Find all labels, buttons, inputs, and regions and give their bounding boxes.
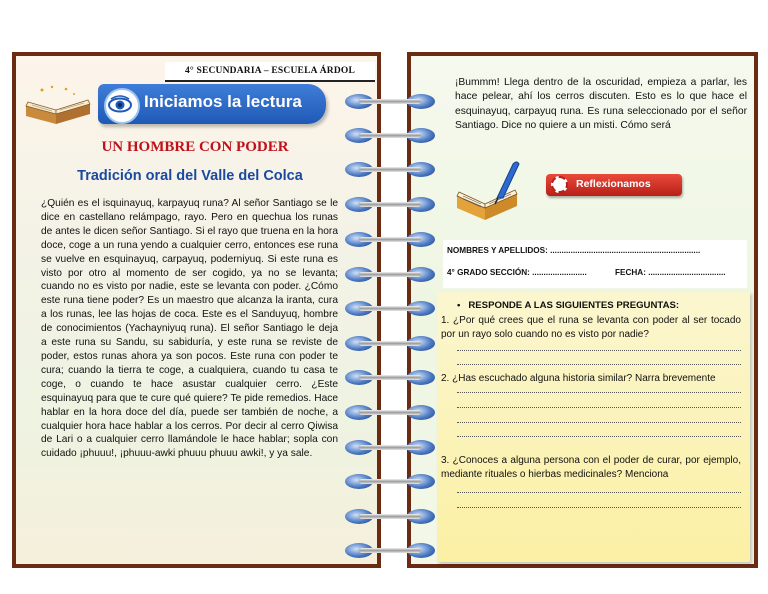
eye-icon (104, 88, 140, 124)
spiral-coil (345, 509, 435, 525)
names-field[interactable]: NOMBRES Y APELLIDOS: .................................................................. (447, 246, 701, 255)
spiral-coil (345, 405, 435, 421)
spiral-coil (345, 370, 435, 386)
spiral-coil (345, 301, 435, 317)
gear-icon (551, 176, 568, 193)
question-3: 3. ¿Conoces a alguna persona con el poder de curar, por ejemplo, mediante rituales o hierbas medicinales? Menciona (441, 455, 741, 480)
student-form (443, 240, 747, 288)
spiral-coil (345, 336, 435, 352)
reflexionamos-banner (546, 174, 682, 196)
reflex-label: Reflexionamos (576, 178, 651, 190)
answer-line-1a[interactable] (457, 350, 741, 351)
story-continuation: ¡Bummm! Llega dentro de la oscuridad, empieza a parlar, les hace pelear, ahí los cerros discuten. Esto es lo que hace el esquinayuq, carpayuq runa. Es runa seleccionado por el señor Santiago. Dice no quiere a un misti. Cómo será (455, 77, 747, 131)
questions-heading: • RESPONDE A LAS SIGUIENTES PREGUNTAS: (457, 300, 680, 311)
spiral-coil (345, 267, 435, 283)
answer-line-2d[interactable] (457, 436, 741, 437)
answer-line-3a[interactable] (457, 492, 741, 493)
question-1: 1. ¿Por qué crees que el runa se levanta con poder al ser tocado por un rayo solo cuando no es visto por nadie? (441, 315, 741, 340)
spiral-coil (345, 543, 435, 559)
iniciamos-banner (98, 84, 328, 128)
spiral-coil (345, 162, 435, 178)
answer-line-3b[interactable] (457, 507, 741, 508)
grade-school-header: 4° SECUNDARIA – ESCUELA ÁRDOL (165, 62, 375, 82)
date-field[interactable]: FECHA: .................................. (615, 268, 726, 277)
answer-line-2c[interactable] (457, 422, 741, 423)
spiral-coil (345, 440, 435, 456)
spiral-coil (345, 197, 435, 213)
grade-section-field[interactable]: 4° GRADO SECCIÓN: ........................ (447, 268, 587, 277)
spiral-coil (345, 128, 435, 144)
answer-line-2a[interactable] (457, 392, 741, 393)
story-text: ¿Quién es el isquinayuq, karpayuq runa? Al señor Santiago se le dice en castellano relámpago, rayo. Pero en quechua los runas de antes le dicen señor Santiago. Si el rayo que truena en la hora doce, coge a un runa yendo a cualquier cerro, entonces ese runa se vuelve en esquinayuq, carpayuq, poderniyuq. Si este runa es visto por otro al momento de ser cogido, ya no se levanta; cuando no es visto por nadie, este se levanta con poder. ¿Cómo este runa tiene poder? Es un maestro que alcanza la iranta, cura a los runas, lee las hojas de coca. Este es el Sanduyuq, hombre de conocimientos (Yachayniyuq runa). El señor Santiago le deja a este runa su Sandu, su sabiduría, y este runa se reviste de poder, estos runas ahora ya son pocos. Este runa con poder te cura; cuando la tierra te coge, a cualquiera, cuando tu casa te coge, o cuando te hace asustar cualquier cerro. ¿Este esquinayuq para que te cure qué quiere? Te pide remedios. Hace hablar en la hora doce del día, puede ser también de noche, a cualquier hora hace hablar a los cerros. Por decir al cerro Qiwisa de Lari o a cualquier cerro llamándole le hace hablar; sopla con cuidado ¡phuuu!, ¡phuuu-awki phuuu phuuu awki!, y ya sale. (41, 198, 338, 460)
open-book-icon (22, 84, 94, 130)
questions-panel (437, 292, 750, 562)
answer-line-2b[interactable] (457, 407, 741, 408)
spiral-coil (345, 94, 435, 110)
story-subtitle: Tradición oral del Valle del Colca (77, 168, 303, 184)
spiral-coil (345, 232, 435, 248)
question-2: 2. ¿Has escuchado alguna historia similar? Narra brevemente (441, 373, 716, 384)
questions-heading-text: RESPONDE A LAS SIGUIENTES PREGUNTAS: (468, 300, 680, 311)
spiral-coil (345, 474, 435, 490)
story-title: UN HOMBRE CON PODER (101, 139, 289, 155)
banner-label: Iniciamos la lectura (144, 92, 302, 111)
answer-line-1b[interactable] (457, 364, 741, 365)
book-quill-icon (453, 158, 523, 224)
